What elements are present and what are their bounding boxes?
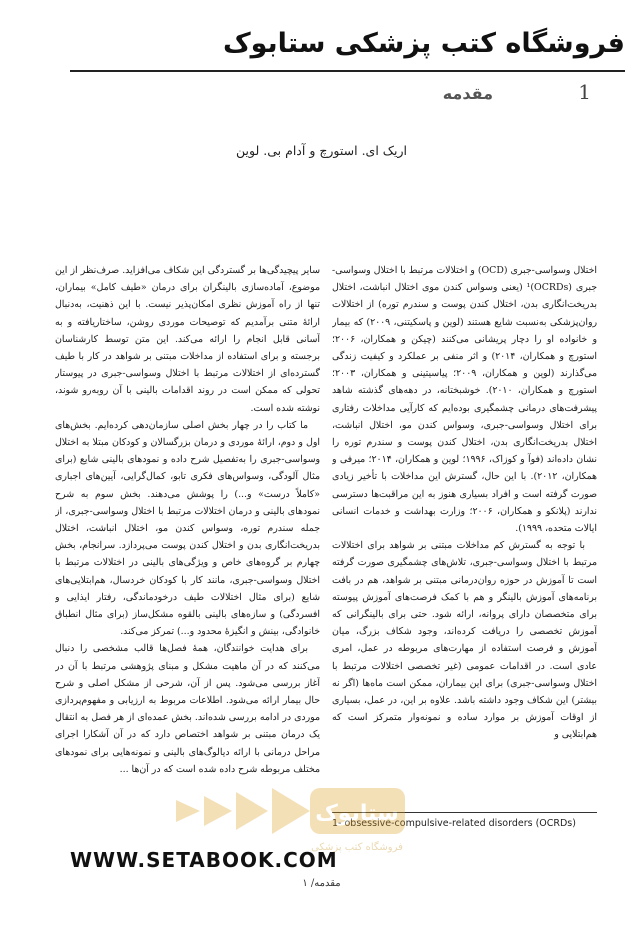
header-divider [70,70,625,72]
watermark-chevron [236,792,268,830]
watermark-chevron [176,800,200,822]
watermark-chevron [204,796,232,826]
watermark-logo-text: ستابوک [315,801,399,826]
paragraph: اختلال وسواسی-جبری (OCD) و اختلالات مرتبط با اختلال وسواسی-جبری (OCRDs)¹ (یعنی وسواس کندن موی اختلال انباشت، اختلال بدریخت‌انگاری بدن، اختلال کندن پوست و سندرم توره) از اختلالات روان‌پزشکی به‌نسبت شایع هستند (لوین و پاسکیتنی، ۲۰۰۹) که بیمار و خانواده او را دچار پریشانی می‌کنند (چیکن و همکاران، ۲۰۰۶؛ استورچ و همکاران، ۲۰۱۴) و اثر منفی بر عملکرد و کیفیت زندگی می‌گذارند (لوین و همکاران، ۲۰۰۹؛ پیاسیتینی و همکاران، ۲۰۰۳؛ استورچ و همکاران، ۲۰۱۰). خوشبختانه، در دهه‌های گذشته شاهد پیشرفت‌های درمانی چشمگیری بوده‌ایم که کارآیی مداخلات رفتاری برای اختلال وسواسی-جبری، وسواس کندن مو، اختلال انباشت، اختلال بدریخت‌انگاری بدن، اختلال کندن پوست و سندرم توره را نشان داده‌اند (فوآ و کوزاک، ۱۹۹۶؛ لوین و همکاران، ۲۰۱۴؛ میرفی و همکاران، ۲۰۱۲). با این حال، گسترش این مداخلات با تأخیر زیادی صورت گرفته است و افراد بسیاری هنوز به این مراقبت‌ها دسترسی ندارند (پلانکو و همکاران، ۲۰۰۶؛ وزارت بهداشت و خدمات انسانی ایالات متحده، ۱۹۹۹). [332,265,597,535]
text-column-right [332,262,597,802]
footnote: 1- obsessive-compulsive-related disorders (OCRDs) [332,818,576,829]
paragraph: با توجه به گسترش کم مداخلات مبتنی بر شواهد برای اختلالات مرتبط با اختلال وسواسی-جبری، تلاش‌های چشمگیری صورت گرفته است تا آموزش در حوزه روان‌درمانی مبتنی بر شواهد، هم در بافت برنامه‌های آموزش بالینگر و هم با کمک فرصت‌های آموزش پیوسته برای متخصصان دارای پروانه، ارائه شود. حتی برای بالینگرانی که آموزش تخصصی را دریافت کرده‌اند، وجود شکاف بزرگ، میان آموزش و فرصت استفاده از مهارت‌های مربوطه در عمل، امری عادی است. در اقدامات عمومی (غیر تخصصی اختلالات مرتبط با اختلال وسواسی-جبری) برای این بیماران، ممکن است ماه‌ها (اگر نه بیشتر) این شکاف وجود داشته باشد. علاوه بر این، در عمل، بسیاری از اوقات آموزش بر موارد ساده و نمونه‌وار متمرکز است که هم‌ابتلایی و [332,540,597,741]
chapter-title: مقدمه [442,84,493,103]
site-url: WWW.SETABOOK.COM [70,848,338,872]
chapter-authors: اریک ای. استورچ و آدام بی. لوین [236,143,407,158]
watermark-chevron [272,788,310,834]
text-column-left [55,262,320,782]
chapter-number: 1 [578,80,591,104]
watermark-tagline: فروشگاه کتب پزشکی [311,842,403,853]
paragraph: برای هدایت خوانندگان، همهٔ فصل‌ها قالب مشخصی را دنبال می‌کنند که در آن ماهیت مشکل و مبنای پژوهشی مرتبط با آن در آغاز بررسی می‌شود. پس از آن، شرحی از مشکل اصلی و شرح حال بیمار ارائه می‌شود. اطلاعات مربوط به ارزیابی و مفهوم‌پردازی موردی در ادامه بررسی شده‌اند. بخش عمده‌ای از هر فصل به انتقال یک درمان مبتنی بر شواهد اختصاص دارد که در آن آشکارا اجرای مراحل درمانی با ارائه دیالوگ‌های بالینی و نمونه‌هایی برای نمودهای مختلف مربوطه شرح داده شده است که در آن‌ها ... [55,643,320,775]
page-number: مقدمه/ ۱ [302,878,341,889]
paragraph: سایر پیچیدگی‌ها بر گستردگی این شکاف می‌افزاید. صرف‌نظر از این موضوع، آماده‌سازی بالینگران برای درمان «طیف کامل» بیماران، تنها از راه آموزش نظری امکان‌پذیر نیست. با این ذهنیت، به‌دنبال ارائهٔ متنی برآمدیم که توصیحات موردی روشن، ساختاریافته و به آسانی قابل انجام را ارائه می‌کند. این متن توسط کارشناسان برجسته و برای استفاده از مداخلات مبتنی بر شواهد در کار با طیف گسترده‌ای از اختلالات مرتبط با اختلال وسواسی-جبری در پیوستار تحولی که ممکن است در روند اقدامات بالینی با آن روبه‌رو شوند، نوشته شده است. [55,265,320,414]
setabook-watermark-logo [160,770,420,860]
brand-title: فروشگاه کتب پزشکی ستابوک [222,28,625,59]
paragraph: ما کتاب را در چهار بخش اصلی سازمان‌دهی کرده‌ایم. بخش‌های اول و دوم، ارائهٔ موردی و درمان بزرگسالان و کودکان مبتلا به اختلال وسواسی-جبری را به‌تفصیل شرح داده و نمودهای بالینی شایع (برای مثال آلودگی، وسواس‌های فکری تابو، کمال‌گرایی، آیین‌های اجباری «کاملاً درست» و...) را پوشش می‌دهند. بخش سوم به شرح نمودهای بالینی و درمان اختلالات مرتبط با اختلال وسواسی-جبری، از جمله سندرم توره، وسواس کندن مو، اختلال انباشت، اختلال بدریخت‌انگاری بدن و اختلال کندن پوست می‌پردازد. سرانجام، بخش چهارم بر گروه‌های خاص و ویژگی‌های بالینی در اختلالات مرتبط با اختلال وسواسی-جبری، مانند کار با کودکان خردسال، هم‌ابتلایی‌های شایع (برای مثال اختلالات طیف درخودماندگی، رفتار ایذایی و افسردگی) و سازه‌های بالینی بالقوه مشکل‌ساز (برای مثال انطباق خانوادگی، بینش و انگیزهٔ محدود و...) تمرکز می‌کند. [55,419,320,638]
